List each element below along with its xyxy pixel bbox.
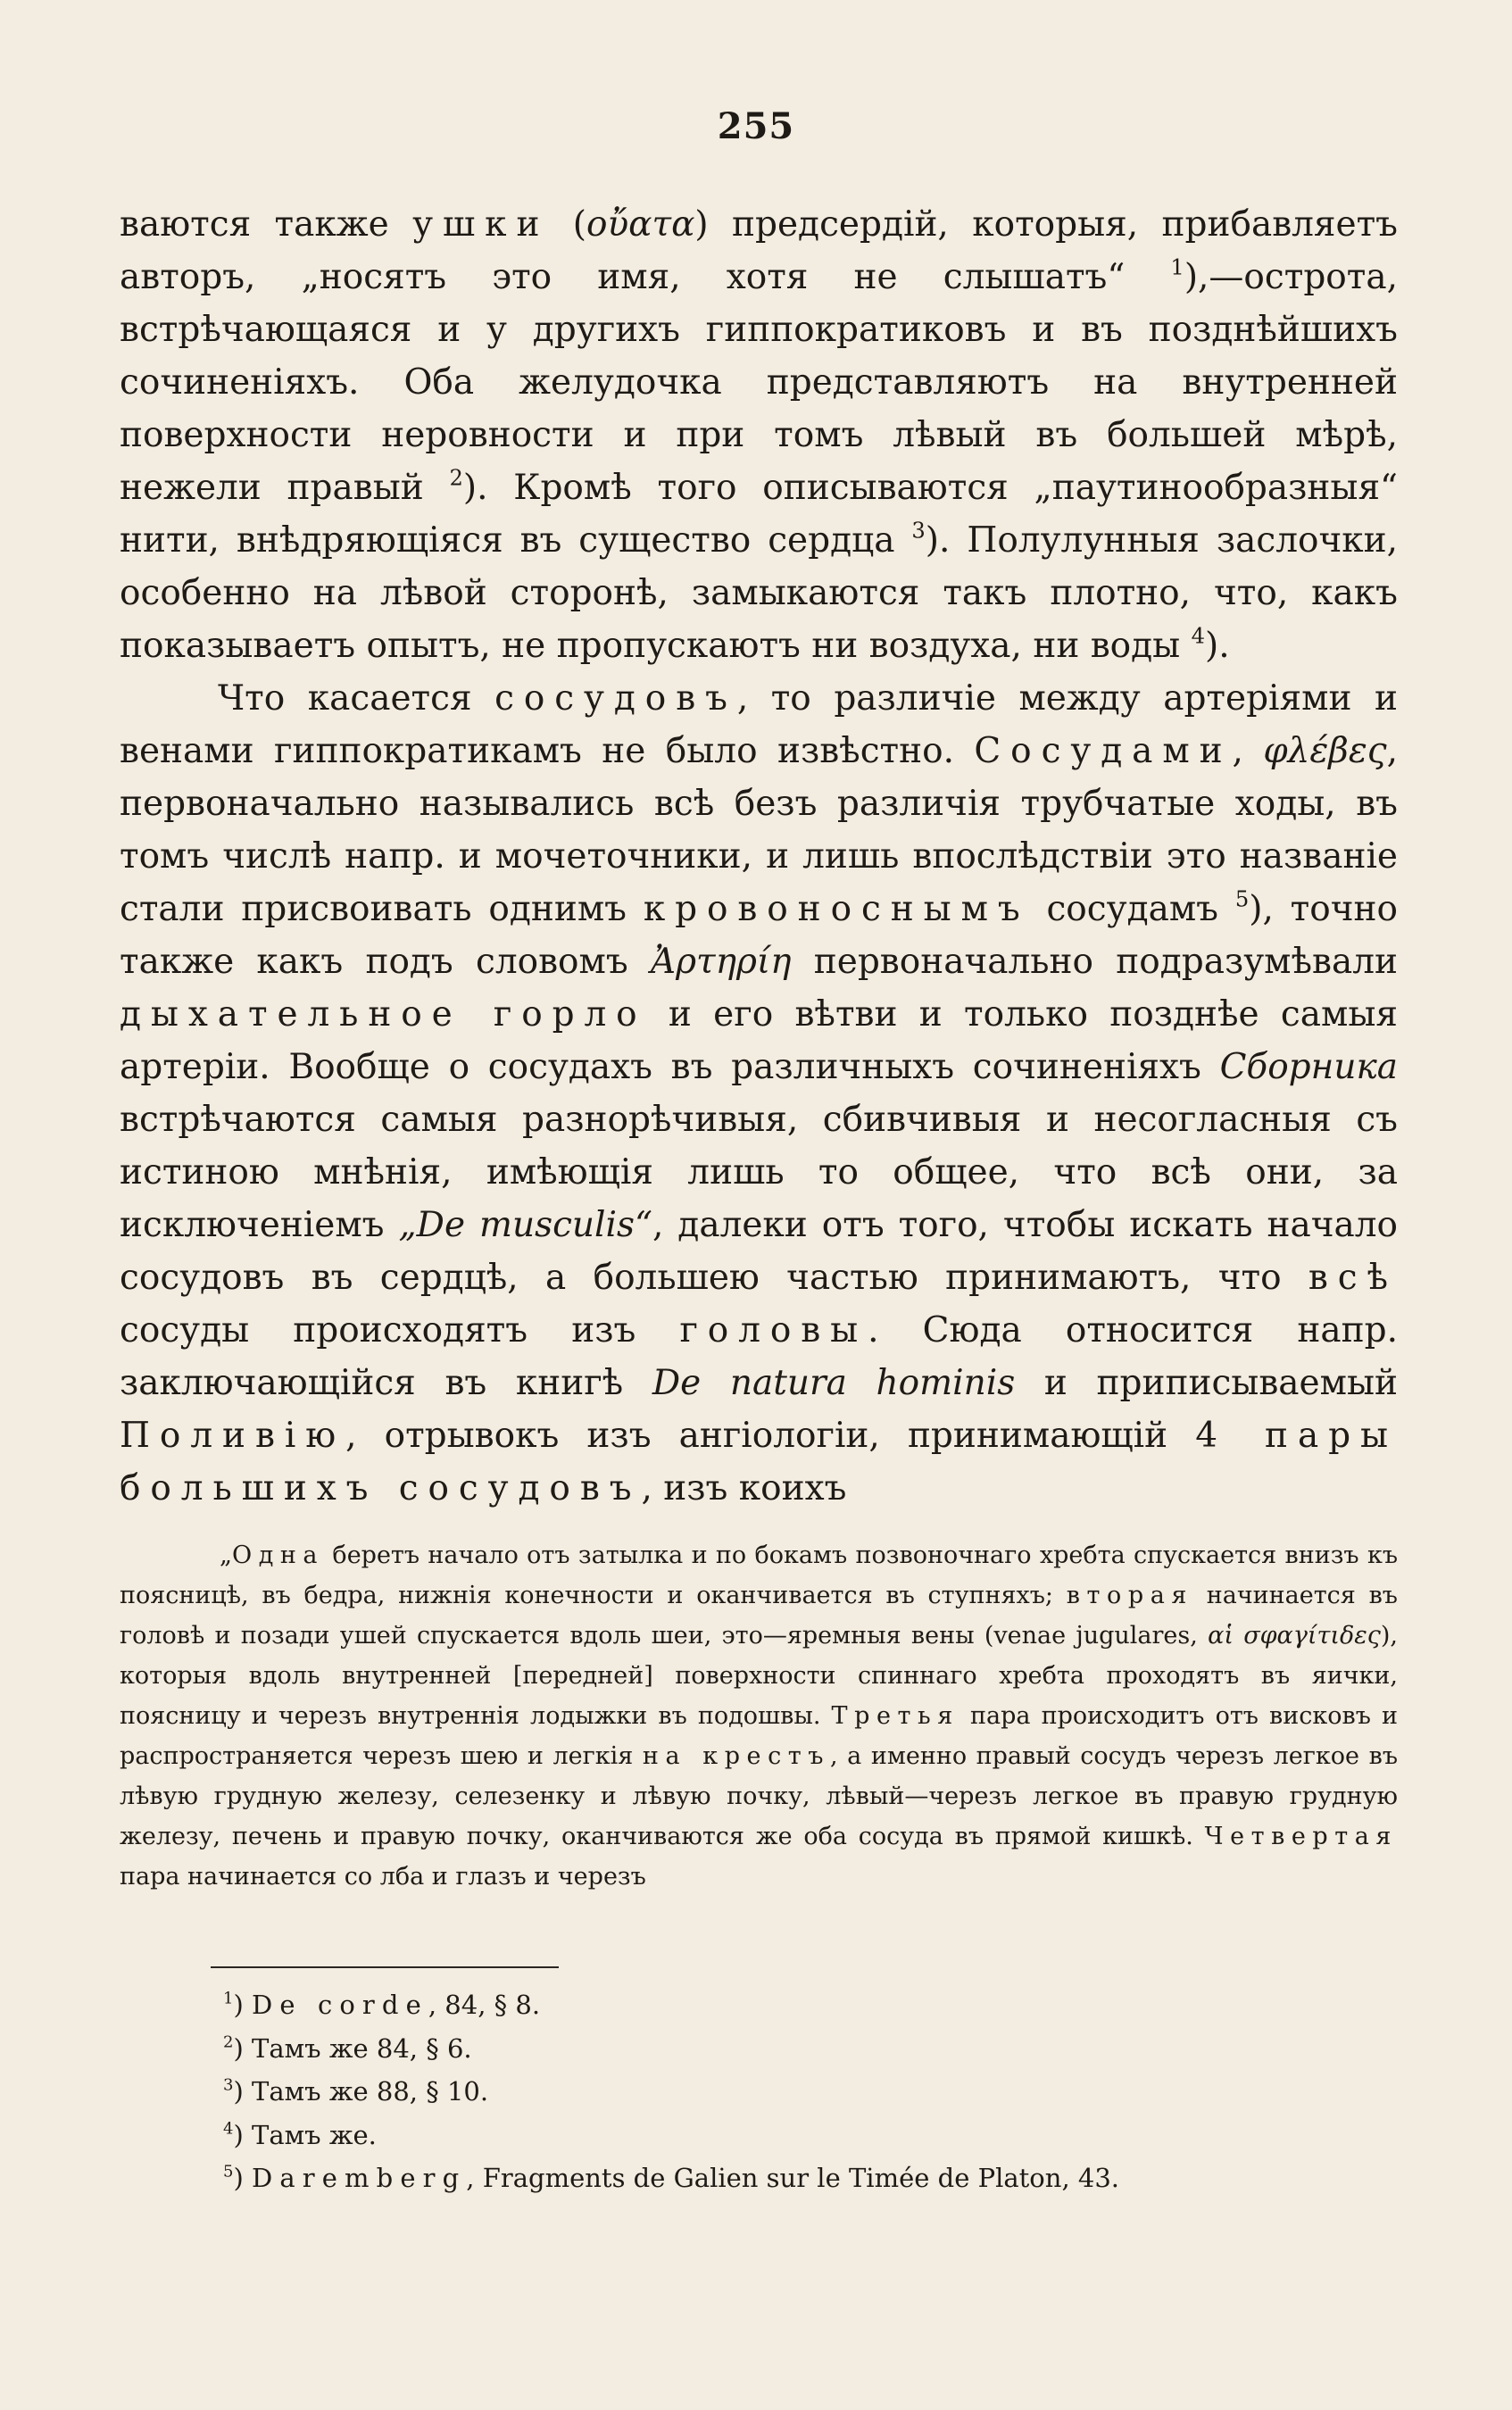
quote-paragraph (120, 1535, 1398, 1897)
text-run: . Сюда относится напр. заключающійся въ книгѣ (120, 1310, 1398, 1403)
footnote-divider (211, 1966, 559, 1968)
text-run: ), точно также какъ подъ словомъ (120, 889, 1398, 982)
spaced-term: головы (679, 1310, 868, 1350)
text-run: ваются также (120, 204, 413, 245)
footnote-ref: 5 (1234, 886, 1250, 912)
footnote-mark: 5 (223, 2162, 234, 2181)
text-run: , (1232, 731, 1264, 771)
footnote-source: Тамъ же 88, § 10. (251, 2076, 489, 2107)
footnote-ref: 3 (911, 518, 926, 544)
paragraph-vessels (120, 672, 1398, 1515)
greek-term: φλέβες (1263, 731, 1387, 771)
footnote-mark: 1 (223, 1989, 234, 2008)
spaced-term: всѣ (1308, 1258, 1398, 1298)
spaced-term: вторая (1066, 1582, 1193, 1609)
text-run: Что касается (218, 678, 495, 719)
footnote-mark: 3 (223, 2075, 234, 2095)
spaced-term: Поливію (120, 1416, 346, 1456)
greek-term: Ἀρτηρίη (650, 942, 792, 982)
spaced-term: 4 пары большихъ сосудовъ (120, 1416, 1398, 1508)
text-run: ). Кромѣ того описываются „паутинообразныя“ нити, внѣдряющіяся въ существо сердца (120, 468, 1398, 561)
italic-title: „De musculis“ (398, 1205, 652, 1245)
text-run: , далеки отъ того, чтобы искать начало сосудовъ въ сердцѣ, а большею частью принимаютъ, что (120, 1205, 1398, 1298)
greek-term: οὔατα (586, 204, 695, 245)
text-run: и его вѣтви и только позднѣе самыя артеріи. Вообще о сосудахъ въ различныхъ сочиненіяхъ (120, 994, 1398, 1087)
spaced-term: Одна (232, 1542, 325, 1569)
text-run: , отрывокъ изъ ангіологіи, принимающій (345, 1416, 1196, 1456)
spaced-term: на крестъ (642, 1742, 830, 1770)
text-run: , изъ коихъ (641, 1468, 847, 1508)
text-run: беретъ начало отъ затылка и по бокамъ позвоночнаго хребта спускается внизъ къ поясницѣ, въ бедра, нижнія конечности и оканчивается въ ступняхъ; (120, 1542, 1398, 1609)
spaced-term: сосудовъ (494, 678, 737, 719)
footnote-source: De corde (251, 1990, 428, 2020)
footnote-source: Тамъ же. (251, 2119, 377, 2150)
block-quote (120, 1535, 1398, 1897)
page-number: 255 (717, 105, 795, 147)
footnote: $^2$) Тамъ же 84, § 6. (223, 2032, 472, 2064)
text-run: ), которыя вдоль внутренней [передней] поверхности спиннаго хребта проходятъ въ яички, поясницу и черезъ внутреннія лодыжки въ подошвы. (120, 1622, 1398, 1730)
footnote-source: Тамъ же 84, § 6. (251, 2032, 472, 2064)
footnote-mark: 2 (223, 2032, 234, 2051)
greek-term: αἱ σφαγίτιδες (1208, 1622, 1381, 1650)
text-run: ),—острота, встрѣчающаяся и у другихъ гиппократиковъ и въ позднѣйшихъ сочиненіяхъ. Оба желудочка представляютъ на внутренней поверхности неровности и при томъ лѣвый въ большей мѣрѣ, нежели правый (120, 257, 1398, 508)
footnote: $^1$) De corde, 84, § 8. (223, 1989, 541, 2020)
text-run: ( (549, 204, 586, 245)
text-run: ). (1205, 626, 1230, 666)
text-run: „ (220, 1542, 232, 1569)
text-run: пара происходитъ отъ висковъ и распространяется черезъ шею и легкія (120, 1702, 1398, 1770)
text-run: ) предсердій, которыя, прибавляетъ авторъ, „носятъ это имя, хотя не слышатъ“ (120, 204, 1398, 297)
text-run: , первоначально назывались всѣ безъ различія трубчатые ходы, въ томъ числѣ напр. и мочеточники, и лишь впослѣдствіи это названіе стали присвоивать однимъ (120, 731, 1399, 929)
footnote-text: , Fragments de Galien sur le Timée de Platon, 43. (466, 2163, 1119, 2193)
paragraph-heart-valves (120, 198, 1398, 672)
footnotes (223, 1983, 1383, 2200)
text-run: сосуды происходятъ изъ (120, 1310, 680, 1350)
text-run: первоначально подразумѣвали (791, 942, 1398, 982)
footnote-ref: 2 (449, 465, 463, 491)
spaced-term: Третья (831, 1702, 960, 1730)
spaced-term: Четвертая (1204, 1823, 1398, 1850)
spaced-term: кровоноснымъ (643, 889, 1030, 929)
footnote: $^4$) Тамъ же. (223, 2118, 377, 2150)
italic-title: Сборника (1219, 1047, 1398, 1087)
footnote-source: Daremberg (251, 2163, 467, 2193)
text-run: встрѣчаются самыя разнорѣчивыя, сбивчивыя и несогласныя съ истиною мнѣнія, имѣющія лишь то общее, что всѣ они, за исключеніемъ (120, 1100, 1398, 1245)
spaced-term: Сосудами (974, 731, 1233, 771)
spaced-term: ушки (412, 204, 550, 245)
text-run: и приписываемый (1015, 1363, 1398, 1403)
footnote-text: , 84, § 8. (428, 1990, 541, 2020)
text-run: сосудамъ (1029, 889, 1235, 929)
footnote-mark: 4 (223, 2118, 234, 2138)
footnote: $^5$) Daremberg, Fragments de Galien sur le Timée de Platon, 43. (223, 2162, 1119, 2193)
main-text (120, 198, 1398, 1515)
text-run: , а именно правый сосудъ черезъ легкое въ лѣвую грудную железу, селезенку и лѣвую почку, лѣвый—черезъ легкое въ правую грудную железу, печень и правую почку, оканчиваются же оба сосуда въ прямой кишкѣ. (120, 1742, 1398, 1850)
footnote-ref: 4 (1191, 623, 1205, 649)
text-run: ). Полулунныя заслочки, особенно на лѣвой сторонѣ, замыкаются такъ плотно, что, какъ показываетъ опытъ, не пропускаютъ ни воздуха, ни воды (120, 520, 1398, 666)
text-run: пара начинается со лба и глазъ и черезъ (120, 1863, 646, 1891)
footnote: $^3$) Тамъ же 88, § 10. (223, 2075, 489, 2107)
text-run: начинается въ головѣ и позади ушей спускается вдоль шеи, это—яремныя вены (venae jugulares, (120, 1582, 1398, 1650)
italic-title: De natura hominis (652, 1363, 1016, 1403)
spaced-term: дыхательное горло (120, 994, 647, 1035)
text-run: , то различіе между артеріями и венами гиппократикамъ не было извѣстно. (120, 678, 1398, 771)
footnote-ref: 1 (1170, 254, 1184, 280)
